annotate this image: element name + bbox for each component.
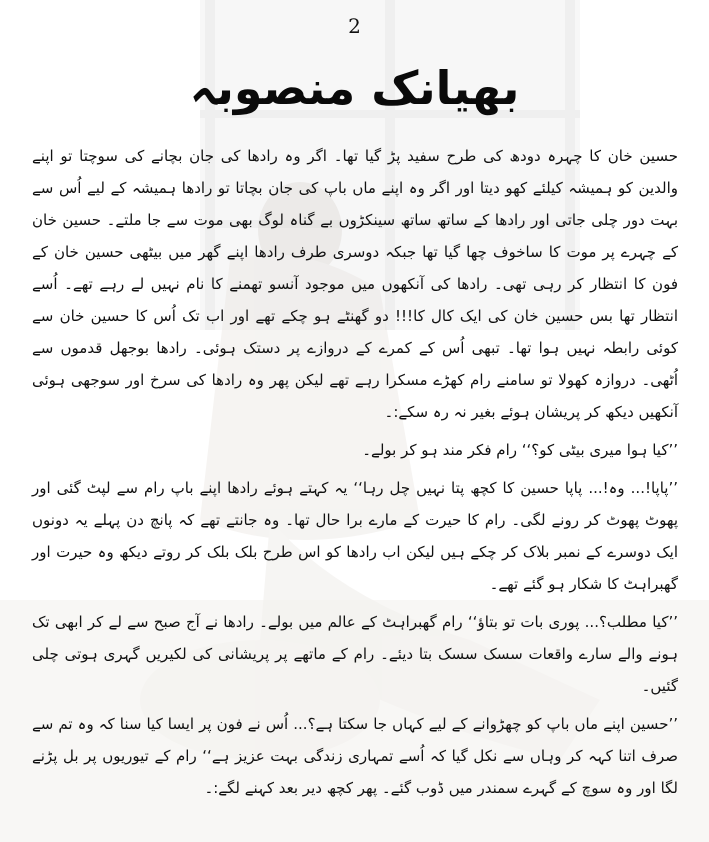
page-number: 2 xyxy=(348,14,361,38)
paragraph-5: ’’حسین اپنے ماں باپ کو چھڑوانے کے لیے کہاں جا سکتا ہے؟... اُس نے فون پر ایسا کیا سنا کہ وہ تم سے صرف اتنا کہہ کر وہاں سے نکل گیا کہ اُسے تمہاری زندگی بہت عزیز ہے‘‘ رام کے تیوریوں پر بل پڑنے لگا اور وہ سوچ کے گہرے سمندر میں ڈوب گئے۔ پھر کچھ دیر بعد کہنے لگے:۔ xyxy=(32,715,678,797)
paragraph-3: ’’پاپا!... وہ!... پاپا حسین کا کچھ پتا نہیں چل رہا‘‘ یہ کہتے ہوئے رادھا اپنے باپ رام سے لپٹ گئی اور پھوٹ پھوٹ کر رونے لگی۔ رام کا حیرت کے مارے برا حال تھا۔ وہ جانتے تھے کہ پانچ دن پہلے یہ دونوں ایک دوسرے کے نمبر بلاک کر چکے ہیں لیکن اب رادھا کو اس طرح بلک بلک کر روتے دیکھ وہ حیرت اور گھبراہٹ کا شکار ہو گئے تھے۔ xyxy=(32,479,678,593)
page-title: بھیانک منصوبہ xyxy=(189,61,520,115)
paragraph-2: ’’کیا ہوا میری بیٹی کو؟‘‘ رام فکر مند ہو کر بولے۔ xyxy=(362,441,678,459)
paragraph-1: حسین خان کا چہرہ دودھ کی طرح سفید پڑ گیا تھا۔ اگر وہ رادھا کی جان بچانے کی سوچتا تو اپنے والدین کو ہمیشہ کیلئے کھو دیتا اور اگر وہ اپنے ماں باپ کی جان بچاتا تو رادھا ہمیشہ کے لیے اُس سے بہت دور چلی جاتی اور رادھا کے ساتھ ساتھ سینکڑوں بے گناہ لوگ بھی موت سے جا ملتے۔ حسین خان کے چہرے پر موت کا ساخوف چھا گیا تھا جبکہ دوسری طرف رادھا اپنے گھر میں بیٹھی حسین خان کے فون کا انتظار کر رہی تھی۔ رادھا کی آنکھوں میں موجود آنسو تھمنے کا نام نہیں لے رہے تھے۔ اُسے انتظار تھا بس حسین خان کی ایک کال کا!!! دو گھنٹے ہو چکے تھے اور اب تک اُس کا حسین خان سے کوئی رابطہ نہیں ہوا تھا۔ تبھی اُس کے کمرے کے دروازے پر دستک ہوئی۔ رادھا بوجھل قدموں سے اُٹھی۔ دروازہ کھولا تو سامنے رام کھڑے مسکرا رہے تھے لیکن پھر وہ رادھا کی سرخ اور سوجھی ہوئی آنکھیں دیکھ کر پریشان ہوئے بغیر نہ رہ سکے:۔ xyxy=(32,147,678,421)
paragraph-4: ’’کیا مطلب؟... پوری بات تو بتاؤ‘‘ رام گھبراہٹ کے عالم میں بولے۔ رادھا نے آج صبح سے لے کر ابھی تک ہونے والے سارے واقعات سسک سسک بتا دیئے۔ رام کے ماتھے پر پریشانی کی لکیریں گہری ہوتی چلی گئیں۔ xyxy=(32,613,678,695)
story-body xyxy=(32,140,678,810)
